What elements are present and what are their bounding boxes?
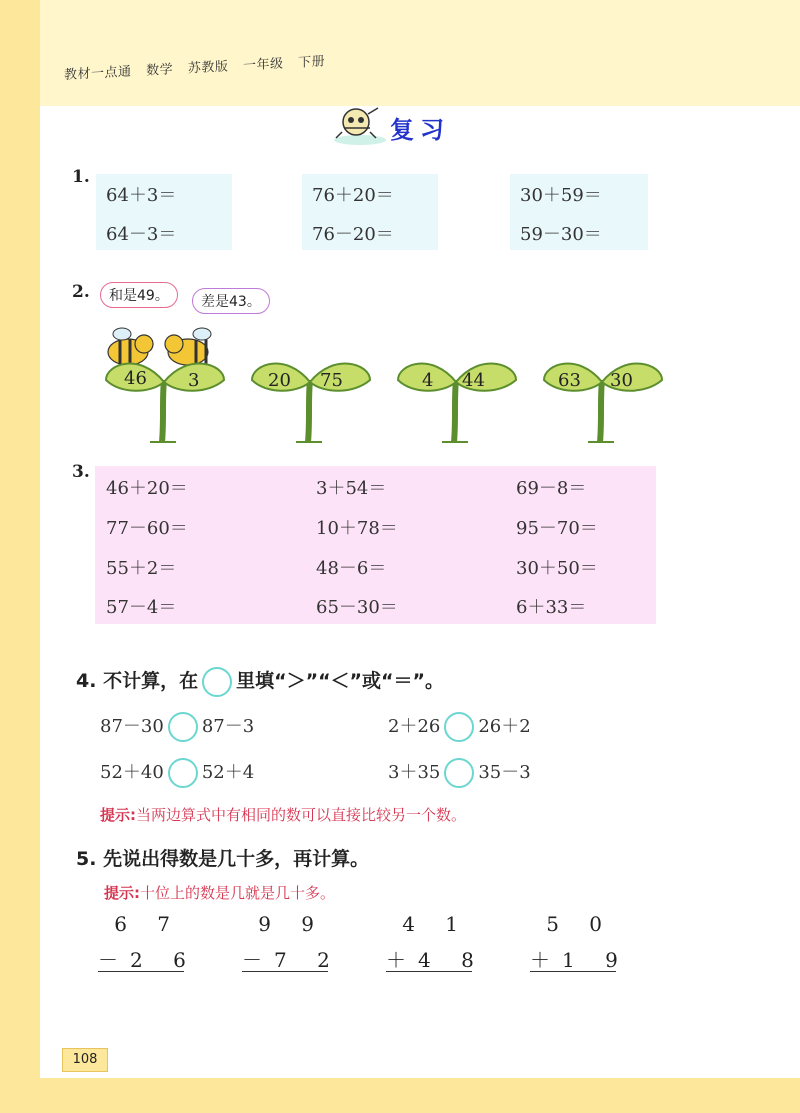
q3-eq: 55＋2＝ (106, 558, 177, 579)
q1-eq: 76－20＝ (312, 224, 394, 245)
page-number: 108 (62, 1048, 108, 1072)
sprout-icon (246, 350, 386, 445)
sprout-icon (100, 350, 240, 445)
hint-label: 提示: (104, 884, 140, 902)
sprout-left-number: 4 (422, 370, 434, 391)
q3-eq: 77－60＝ (106, 518, 188, 539)
page-left-band (0, 0, 40, 1113)
vertical-line (386, 971, 472, 972)
sprout-left-number: 63 (558, 370, 581, 391)
vertical-line (98, 971, 184, 972)
speech-bubble-diff: 差是43。 (192, 288, 270, 314)
section-title (330, 100, 490, 146)
vertical-line (242, 971, 328, 972)
q4-left-expr: 87－30 (100, 716, 164, 737)
q4-right-expr: 26＋2 (478, 716, 531, 737)
q4-instruction-pre: 不计算，在 (103, 670, 199, 692)
vertical-bottom-number: ＋4 8 (386, 948, 486, 972)
vertical-bottom-number: ＋1 9 (530, 948, 630, 972)
vertical-bottom-number: －2 6 (98, 948, 198, 972)
q3-eq: 10＋78＝ (316, 518, 398, 539)
cartoon-mascot-icon (330, 100, 390, 146)
q3-eq: 6＋33＝ (516, 597, 587, 618)
q4-left-expr: 3＋35 (388, 762, 441, 783)
q5-label: 5. (76, 848, 97, 870)
sprout-icon (538, 350, 678, 445)
vertical-bottom-number: －7 2 (242, 948, 342, 972)
q3-eq: 30＋50＝ (516, 558, 598, 579)
q5-instruction-text: 先说出得数是几十多，再计算。 (103, 848, 370, 870)
q1-eq: 64＋3＝ (106, 185, 177, 206)
q1-eq: 64－3＝ (106, 224, 177, 245)
q1-label: 1. (72, 167, 90, 187)
vertical-top-number: 9 9 (258, 912, 326, 936)
q3-eq: 95－70＝ (516, 518, 598, 539)
speech-bubble-sum: 和是49。 (100, 282, 178, 308)
vertical-line (530, 971, 616, 972)
q1-eq: 30＋59＝ (520, 185, 602, 206)
header-publisher: 苏教版 (187, 59, 229, 77)
vertical-top-number: 5 0 (546, 912, 614, 936)
q4-comparison (100, 758, 254, 788)
q4-instruction-post: 里填“＞”“＜”或“＝”。 (236, 670, 445, 692)
q3-eq: 65－30＝ (316, 597, 398, 618)
header-grade: 一年级 (242, 56, 284, 74)
sprout-right-number: 75 (320, 370, 343, 391)
q3-eq: 3＋54＝ (316, 478, 387, 499)
page-bottom-band (0, 1078, 800, 1113)
vertical-top-number: 4 1 (402, 912, 470, 936)
q3-eq: 46＋20＝ (106, 478, 188, 499)
answer-circle[interactable] (444, 712, 474, 742)
q4-comparison (100, 712, 254, 742)
q4-comparison (388, 758, 531, 788)
q4-comparison (388, 712, 531, 742)
q1-eq: 59－30＝ (520, 224, 602, 245)
sprout-left-number: 20 (268, 370, 291, 391)
q5-hint (104, 882, 335, 903)
q4-hint (100, 804, 466, 825)
answer-circle[interactable] (168, 712, 198, 742)
q2-label: 2. (72, 282, 90, 302)
page-title: 复习 (390, 116, 450, 144)
sprout-right-number: 30 (610, 370, 633, 391)
q5-instruction (76, 844, 369, 871)
q1-eq: 76＋20＝ (312, 185, 394, 206)
sprout-left-number: 46 (124, 368, 147, 389)
answer-circle (202, 667, 232, 697)
sprout-icon (392, 350, 532, 445)
q4-left-expr: 2＋26 (388, 716, 441, 737)
hint-text: 当两边算式中有相同的数可以直接比较另一个数。 (136, 806, 467, 824)
header-book: 教材一点通 (64, 64, 132, 83)
hint-text: 十位上的数是几就是几十多。 (140, 884, 336, 902)
q3-eq: 57－4＝ (106, 597, 177, 618)
q4-right-expr: 87－3 (201, 716, 255, 737)
q4-left-expr: 52＋40 (100, 762, 164, 783)
q4-right-expr: 52＋4 (201, 762, 255, 783)
sprout-right-number: 3 (188, 370, 200, 391)
q4-instruction (76, 666, 444, 697)
hint-label: 提示: (100, 806, 136, 824)
q3-eq: 48－6＝ (316, 558, 387, 579)
answer-circle[interactable] (168, 758, 198, 788)
header-subject: 数学 (146, 62, 174, 79)
header-volume: 下册 (298, 54, 326, 71)
answer-circle[interactable] (444, 758, 474, 788)
q3-eq: 69－8＝ (516, 478, 587, 499)
q4-label: 4. (76, 670, 97, 692)
sprout-right-number: 44 (462, 370, 485, 391)
q3-label: 3. (72, 462, 90, 482)
page-top-band (0, 0, 800, 106)
vertical-top-number: 6 7 (114, 912, 182, 936)
q4-right-expr: 35－3 (478, 762, 531, 783)
